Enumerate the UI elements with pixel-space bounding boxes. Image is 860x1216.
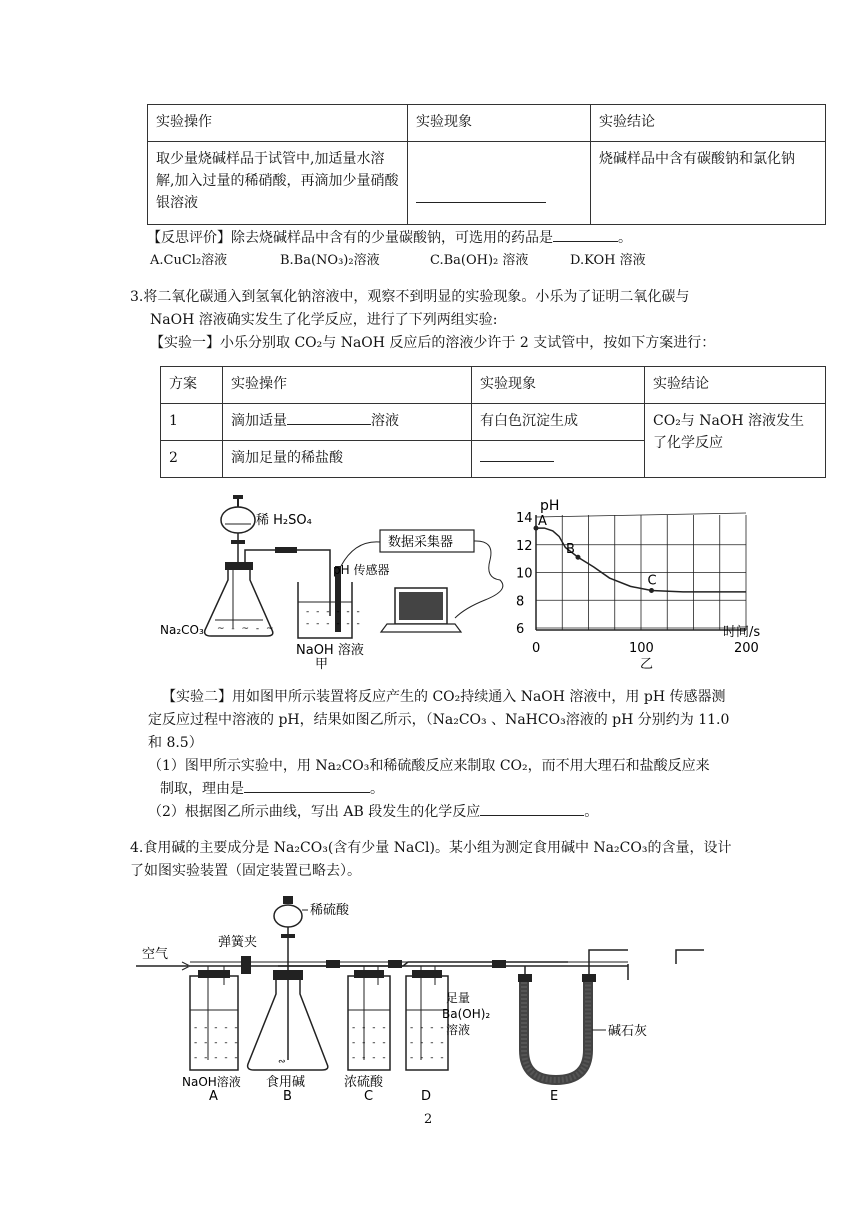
header-cell: 实验现象 (472, 367, 645, 404)
letter-b: B (283, 1089, 292, 1100)
header-cell: 实验结论 (591, 105, 826, 142)
sensor-label: pH 传感器 (333, 563, 390, 577)
option-a: A.CuCl₂溶液 (150, 253, 228, 268)
collector-label: 数据采集器 (388, 535, 454, 550)
letter-a: A (209, 1089, 218, 1100)
baoh2-label: Ba(OH)₂ (442, 1007, 491, 1021)
air-label: 空气 (142, 947, 169, 962)
svg-text:- - - -: - - - - (352, 1053, 388, 1063)
svg-text:- - - -: - - - - (352, 1023, 388, 1033)
solution-label: 溶液 (446, 1023, 471, 1037)
header-cell: 实验现象 (408, 105, 591, 142)
apparatus-figure-a (155, 490, 525, 670)
y-tick-label: 12 (516, 538, 533, 554)
op-text: 溶液 (371, 413, 399, 429)
sub2-text: （2）根据图乙所示曲线，写出 AB 段发生的化学反应 (148, 804, 481, 820)
na2co3-label: Na₂CO₃ (160, 623, 204, 637)
conclusion-cell: 烧碱样品中含有碳酸钠和氯化钠 (591, 142, 826, 225)
answer-blank[interactable] (287, 410, 371, 425)
bottle-a-label: NaOH溶液 (182, 1075, 241, 1089)
bottle-b-label: 食用碱 (266, 1075, 306, 1090)
answer-blank[interactable] (480, 801, 584, 816)
answer-blank[interactable] (244, 778, 370, 793)
svg-text:- - - - - -: - - - - - - (306, 607, 362, 617)
y-tick-label: 8 (516, 594, 525, 610)
sub1-line1: （1）图甲所示实验中，用 Na₂CO₃和稀硫酸反应来制取 CO₂，而不用大理石和盐酸反应来 (148, 758, 710, 774)
point-b (576, 555, 581, 560)
letter-c: C (364, 1089, 374, 1100)
letter-e: E (550, 1089, 559, 1100)
clip-label: 弹簧夹 (218, 935, 258, 950)
q4-line1: 4.食用碱的主要成分是 Na₂CO₃(含有少量 NaCl)。某小组为测定食用碱中 Na₂CO₃的含量，设计 (130, 840, 732, 856)
q3-exp1: 【实验一】小乐分别取 CO₂与 NaOH 反应后的溶液少许于 2 支试管中，按如下方案进行： (150, 335, 716, 351)
x-axis-label: 时间/s (723, 625, 761, 640)
header-cell: 实验操作 (223, 367, 472, 404)
table-row (148, 142, 826, 225)
q3-line1: 3.将二氧化碳通入到氢氧化钠溶液中，观察不到明显的实验现象。小乐为了证明二氧化碳与 (130, 289, 690, 305)
operation-cell: 滴加足量的稀盐酸 (223, 441, 472, 478)
svg-text:~ - ~ - ~: ~ - ~ - ~ (217, 624, 276, 634)
letter-d: D (421, 1089, 432, 1100)
punct: 。 (618, 230, 632, 246)
figure-caption: 甲 (315, 657, 329, 670)
acid-label: 稀硫酸 (310, 903, 350, 918)
exp2-line2: 定反应过程中溶液的 pH，结果如图乙所示，（Na₂CO₃ 、NaHCO₃溶液的 pH 分别约为 11.0 (148, 712, 730, 728)
table-header-row (161, 367, 826, 404)
reflect-line (147, 226, 632, 250)
point-a-label: A (538, 514, 547, 530)
punct: 。 (370, 781, 384, 797)
svg-text:- - - -: - - - - (410, 1023, 446, 1033)
spring-clip (241, 956, 251, 974)
point-c-label: C (647, 573, 657, 589)
header-cell: 实验结论 (645, 367, 826, 404)
op-text: 滴加适量 (231, 413, 287, 429)
y-tick-label: 14 (516, 511, 533, 526)
plan-no: 2 (161, 441, 223, 478)
punct: 。 (584, 804, 599, 820)
phenomenon-cell (472, 441, 645, 478)
y-tick-label: 6 (516, 622, 525, 637)
page-number: 2 (424, 1112, 433, 1127)
table-header-row (148, 105, 826, 142)
svg-text:- - - - -: - - - - - (194, 1038, 240, 1048)
y-axis-label: pH (540, 498, 560, 514)
operation-cell (223, 404, 472, 441)
x-tick-label: 100 (629, 641, 654, 656)
ph-chart (500, 490, 775, 675)
acid-label: 稀 H₂SO₄ (256, 513, 312, 528)
funnel-bulb (221, 507, 255, 533)
svg-text:∾: ∾ (278, 1057, 286, 1067)
point-c (649, 588, 654, 593)
sub1-line2 (160, 777, 384, 801)
plan-no: 1 (161, 404, 223, 441)
svg-text:- - - -: - - - - (410, 1038, 446, 1048)
option-b: B.Ba(NO₃)₂溶液 (280, 253, 380, 268)
header-cell: 实验操作 (148, 105, 408, 142)
option-c: C.Ba(OH)₂ 溶液 (430, 253, 529, 268)
funnel-bulb (274, 905, 302, 927)
u-tube-e (524, 982, 588, 1080)
answer-blank[interactable] (416, 188, 546, 203)
header-cell: 方案 (161, 367, 223, 404)
result-table (147, 104, 826, 225)
operation-cell: 取少量烧碱样品于试管中,加适量水溶解,加入过量的稀硝酸，再滴加少量硝酸银溶液 (148, 142, 408, 225)
svg-text:- - - - -: - - - - - (194, 1053, 240, 1063)
answer-blank[interactable] (480, 447, 554, 462)
naoh-label: NaOH 溶液 (296, 643, 364, 658)
q4-line2: 了如图实验装置（固定装置已略去）。 (130, 863, 361, 879)
apparatus-figure-q4 (128, 890, 728, 1100)
point-b-label: B (566, 542, 575, 558)
soda-lime-label: 碱石灰 (608, 1024, 648, 1039)
phenomenon-cell: 有白色沉淀生成 (472, 404, 645, 441)
phenomenon-cell (408, 142, 591, 225)
bottle-c-label: 浓硫酸 (344, 1075, 384, 1090)
table-row (161, 404, 826, 441)
svg-text:- - - - -: - - - - - (194, 1023, 240, 1033)
sub2-line (148, 800, 598, 824)
exp2-line3: 和 8.5） (148, 735, 203, 751)
reflect-text: 【反思评价】除去烧碱样品中含有的少量碳酸钠，可选用的药品是 (147, 230, 553, 246)
svg-text:- - - -: - - - - (410, 1053, 446, 1063)
y-tick-label: 10 (516, 566, 533, 582)
x-tick-label: 200 (734, 641, 759, 656)
conclusion-cell: CO₂与 NaOH 溶液发生了化学反应 (645, 404, 826, 478)
figure-caption: 乙 (640, 657, 654, 672)
options-line (150, 249, 646, 273)
plan-table (160, 366, 826, 478)
q3-line2: NaOH 溶液确实发生了化学反应，进行了下列两组实验: (150, 312, 498, 328)
x-tick-label: 0 (532, 641, 541, 656)
answer-blank[interactable] (553, 227, 618, 242)
option-d: D.KOH 溶液 (570, 253, 646, 268)
exp2-line1: 【实验二】用如图甲所示装置将反应产生的 CO₂持续通入 NaOH 溶液中，用 pH 传感器测 (162, 689, 726, 705)
sub1-text: 制取，理由是 (160, 781, 244, 797)
excess-label: 足量 (446, 991, 471, 1005)
svg-text:- - - -: - - - - (352, 1038, 388, 1048)
svg-text:- - - - - -: - - - - - - (306, 619, 362, 629)
